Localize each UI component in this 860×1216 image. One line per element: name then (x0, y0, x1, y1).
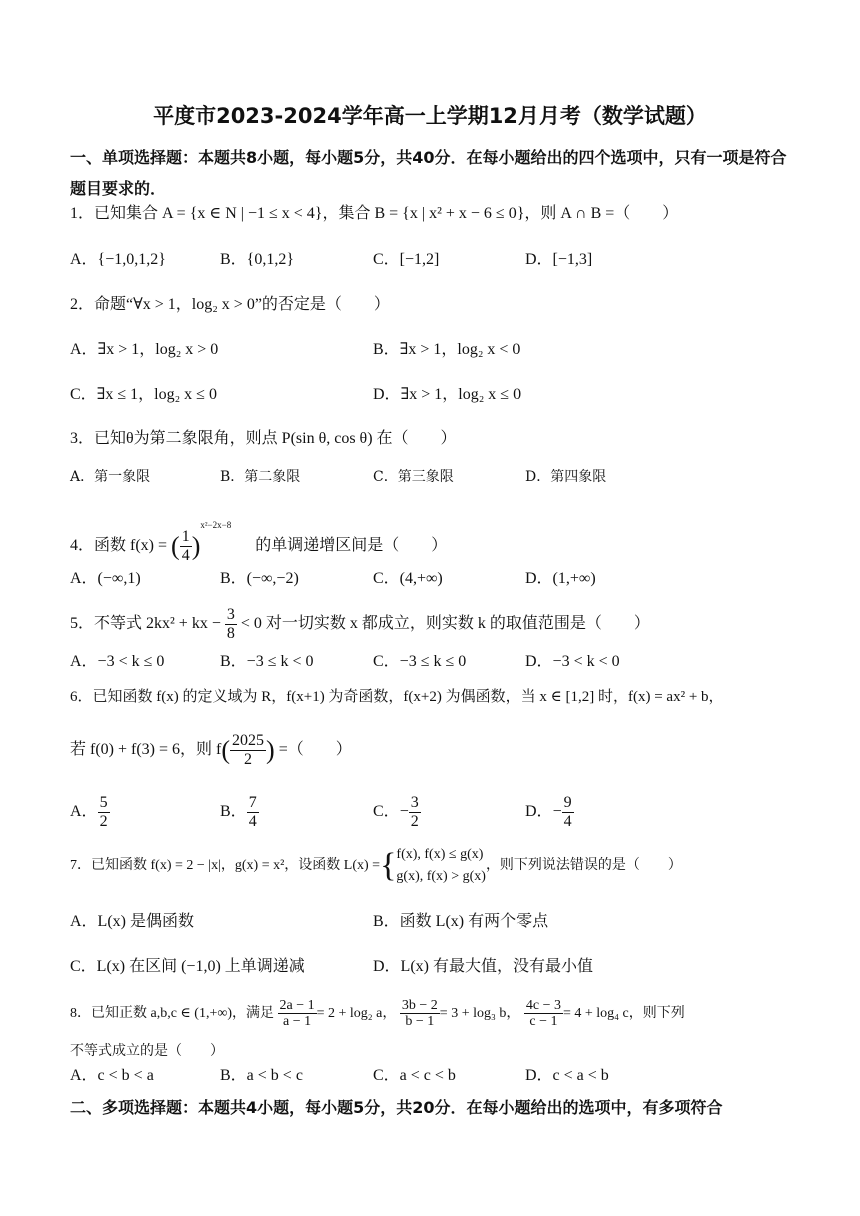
question-1-options (70, 248, 795, 278)
question-1-stem: 1．已知集合 A = {x ∈ N | −1 ≤ x < 4}，集合 B = {x | x² + x − 6 ≤ 0}，则 A ∩ B =（ ） (70, 205, 679, 222)
question-5-stem (70, 606, 795, 642)
option-d: D．−3 < k < 0 (525, 653, 620, 670)
q4-prefix: 4．函数 f(x) = (70, 537, 168, 554)
question-3-stem: 3．已知θ为第二象限角，则点 P(sin θ, cos θ) 在（ ） (70, 430, 457, 447)
option-d: D．L(x) 有最大值，没有最小值 (373, 958, 593, 975)
option-d: D．c < a < b (525, 1067, 609, 1084)
fraction-numerator: 1 (181, 528, 190, 546)
option-a: A．{−1,0,1,2} (70, 251, 166, 268)
fraction-numerator: 3 (410, 794, 419, 812)
option-b: B．(−∞,−2) (220, 570, 299, 587)
option-a: A．−3 < k ≤ 0 (70, 653, 165, 670)
q8-eq3-rhs: = 4 + log₄ c，则下列 (562, 1006, 685, 1021)
option-a: A．L(x) 是偶函数 (70, 913, 194, 930)
fraction-denominator: a − 1 (283, 1014, 312, 1030)
option-sign: − (552, 803, 562, 820)
question-2-options-row1 (70, 338, 795, 368)
q6-line2-suffix: =（ ） (278, 741, 352, 758)
q6-fraction (230, 732, 266, 768)
q4-suffix: 的单调递增区间是（ ） (255, 537, 448, 554)
option-c: C．第三象限 (373, 469, 454, 485)
option-b: B．∃x > 1，log₂ x < 0 (373, 341, 521, 358)
question-6-stem-line1: 6．已知函数 f(x) 的定义域为 R，f(x+1) 为奇函数，f(x+2) 为偶函数，当 x ∈ [1,2] 时，f(x) = ax² + b， (70, 689, 724, 705)
q8-prefix: 8．已知正数 a,b,c ∈ (1,+∞)，满足 (70, 1006, 274, 1021)
option-label: C． (373, 803, 400, 820)
option-b: B．a < b < c (220, 1067, 303, 1084)
option-label: A． (70, 803, 98, 820)
question-4-stem: 4．函数 f(x) = ( $\frac{1}{4}$ )$^{x^2-2x-8}$ 的单调递增区间是（ ） (70, 520, 448, 564)
option-d (525, 792, 574, 832)
option-c: C．a < c < b (373, 1067, 456, 1084)
q5-fraction (225, 606, 237, 642)
q7-piecewise (396, 844, 486, 888)
question-8-stem-line2: 不等式成立的是（ ） (70, 1043, 224, 1059)
fraction-denominator: 8 (226, 624, 235, 642)
section-heading-single-choice: 一、单项选择题：本题共8小题，每小题5分，共40分．在每小题给出的四个选项中，只有一项是符合题目要求的． (70, 148, 787, 198)
question-5-options (70, 650, 795, 680)
option-label: D． (525, 803, 553, 820)
question-7-options-row2 (70, 955, 795, 985)
option-c: C．∃x ≤ 1，log₂ x ≤ 0 (70, 386, 217, 403)
option-b: B．−3 ≤ k < 0 (220, 653, 314, 670)
option-c: C．−3 ≤ k ≤ 0 (373, 653, 467, 670)
fraction-denominator: 4 (181, 546, 190, 564)
option-d: D．[−1,3] (525, 251, 593, 268)
section-heading-multiple-choice: 二、多项选择题：本题共4小题，每小题5分，共20分．在每小题给出的选项中，有多项符合 (70, 1098, 723, 1117)
q7-prefix: 7．已知函数 f(x) = 2 − |x|，g(x) = x²，设函数 L(x) = (70, 858, 381, 874)
question-6-stem-line2: 若 f(0) + f(3) = 6，则 f( $\frac{2025}{2}$ ) =（ ） (70, 732, 352, 768)
option-a: A．∃x > 1，log₂ x > 0 (70, 341, 219, 358)
fraction-denominator: 4 (563, 812, 572, 830)
fraction-denominator: 4 (248, 812, 257, 830)
fraction-denominator: 2 (99, 812, 108, 830)
question-7-options-row1 (70, 910, 795, 940)
exam-title: 平度市2023-2024学年高一上学期12月月考（数学试题） (153, 104, 707, 128)
option-a: A．c < b < a (70, 1067, 154, 1084)
option-c: C．L(x) 在区间 (−1,0) 上单调递减 (70, 958, 305, 975)
option-sign: − (399, 803, 409, 820)
fraction-denominator: b − 1 (405, 1014, 435, 1030)
q8-eq1-rhs: = 2 + log₂ a， (316, 1006, 397, 1021)
fraction-numerator: 7 (248, 794, 257, 812)
q7-case-1: f(x), f(x) ≤ g(x) (396, 847, 484, 862)
q7-case-2: g(x), f(x) > g(x) (396, 869, 486, 884)
fraction-numerator: 2025 (232, 732, 265, 750)
option-b: B．函数 L(x) 有两个零点 (373, 913, 549, 930)
question-2-options-row2 (70, 383, 795, 413)
fraction-numerator: 9 (563, 794, 572, 812)
fraction-numerator: 4c − 3 (525, 997, 561, 1013)
question-8-options (70, 1064, 795, 1094)
fraction-denominator: 2 (410, 812, 419, 830)
question-6-options (70, 792, 795, 836)
option-label: B． (220, 803, 247, 820)
q8-eq2-rhs: = 3 + log₃ b， (439, 1006, 521, 1021)
fraction-numerator: 3b − 2 (401, 997, 438, 1013)
option-b: B．{0,1,2} (220, 251, 295, 268)
fraction-denominator: 2 (244, 750, 253, 768)
option-a: A．第一象限 (70, 469, 151, 485)
question-8-stem-line1 (70, 994, 795, 1034)
question-3-options (70, 465, 795, 495)
option-b: B．第二象限 (220, 469, 301, 485)
option-d: D．(1,+∞) (525, 570, 596, 587)
question-2-stem: 2．命题“∀x > 1，log₂ x > 0”的否定是（ ） (70, 296, 390, 313)
q5-prefix: 5．不等式 2kx² + kx − (70, 615, 221, 632)
option-c: C．[−1,2] (373, 251, 440, 268)
q4-base-fraction (180, 528, 192, 564)
fraction-numerator: 5 (99, 794, 108, 812)
q6-line2-prefix: 若 f(0) + f(3) = 6，则 f (70, 741, 222, 758)
fraction-numerator: 3 (226, 606, 235, 624)
q7-suffix: ，则下列说法错误的是（ ） (485, 858, 682, 874)
option-c (373, 792, 421, 832)
question-4-options (70, 567, 795, 597)
fraction-denominator: c − 1 (529, 1014, 558, 1030)
question-7-stem: 7．已知函数 f(x) = 2 − |x|，g(x) = x²，设函数 L(x) ={ f(x), f(x) ≤ g(x) g(x), f(x) > g(x) ，则下列说法错误的是（ ） (70, 842, 795, 892)
option-a: A．(−∞,1) (70, 570, 141, 587)
option-d: D．∃x > 1，log₂ x ≤ 0 (373, 386, 522, 403)
option-c: C．(4,+∞) (373, 570, 443, 587)
q5-suffix: < 0 对一切实数 x 都成立，则实数 k 的取值范围是（ ） (240, 615, 650, 632)
option-d: D．第四象限 (525, 469, 607, 485)
option-a (70, 792, 110, 832)
fraction-numerator: 2a − 1 (279, 997, 315, 1013)
option-b (220, 792, 259, 832)
q4-exponent: x²−2x−8 (200, 520, 232, 530)
